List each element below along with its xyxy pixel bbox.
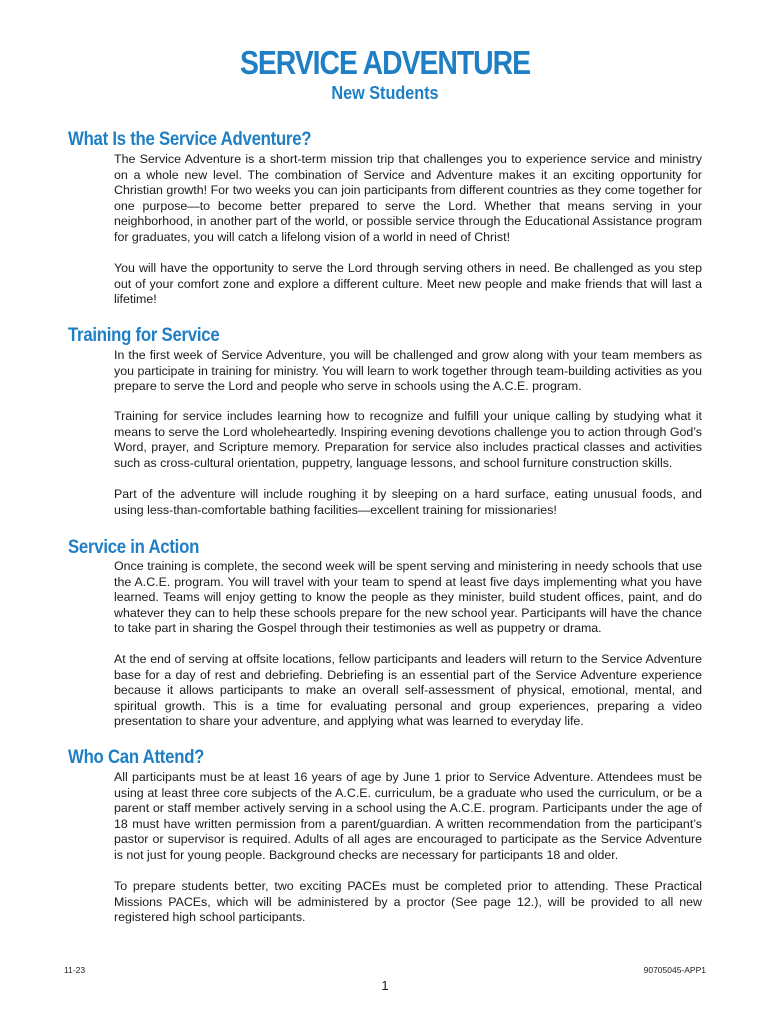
section-heading-who-can-attend: Who Can Attend? [68, 746, 205, 768]
section-heading-service-in-action: Service in Action [68, 536, 200, 558]
paragraph: In the first week of Service Adventure, you will be challenged and grow along with your team members as you participate in training for ministry. You will learn to work together through team-building activities as you prepare to serve the Lord and people who serve in schools using the A.C.E. program. [114, 348, 702, 393]
footer-doc-code: 90705045-APP1 [643, 965, 706, 975]
paragraph: All participants must be at least 16 years of age by June 1 prior to Service Adventure. Attendees must be using at least three core subjects of the A.C.E. curriculum, be a graduate who used the curriculum, or be a parent or staff member actively serving in a school using the A.C.E. program. Participants under the age of 18 must have written permission from a parent/guardian. A written recommendation from the participant’s pastor or supervisor is required. Adults of all ages are encouraged to participate as the Service Adventure is not just for young people. Background checks are necessary for participants 18 and older. [114, 770, 702, 862]
paragraph: You will have the opportunity to serve the Lord through serving others in need. Be challenged as you step out of your comfort zone and explore a different culture. Meet new people and make friends that will last a lifetime! [114, 261, 702, 306]
page-title: SERVICE ADVENTURE [240, 44, 530, 81]
section-heading-training: Training for Service [68, 324, 220, 346]
paragraph: Once training is complete, the second week will be spent serving and ministering in needy schools that use the A.C.E. program. You will travel with your team to spend at least five days implementing what you have learned. Teams will enjoy getting to know the people as they minister, build student offices, paint, and do whatever they can to help these schools prepare for the new school year. Participants will have the chance to take part in sharing the Gospel through their testimonies as well as puppetry or drama. [114, 559, 702, 635]
paragraph: The Service Adventure is a short-term mission trip that challenges you to experience service and ministry on a whole new level. The combination of Service and Adventure makes it an exciting opportunity for Christian growth! For two weeks you can join participants from different countries as they come together for one purpose—to become better prepared to serve the Lord. Whether that means serving in your neighborhood, in another part of the world, or possible service through the Educational Assistance program for graduates, you will catch a lifelong vision of a world in need of Christ! [114, 152, 702, 244]
page-number: 1 [381, 978, 389, 993]
paragraph: Part of the adventure will include roughing it by sleeping on a hard surface, eating unusual foods, and using less-than-comfortable bathing facilities—excellent training for missionaries! [114, 487, 702, 517]
footer-date-code: 11-23 [64, 965, 86, 975]
paragraph: To prepare students better, two exciting PACEs must be completed prior to attending. These Practical Missions PACEs, which will be administered by a proctor (See page 12.), will be provided to all new registered high school participants. [114, 879, 702, 924]
section-heading-what-is: What Is the Service Adventure? [68, 128, 312, 150]
paragraph: At the end of serving at offsite locations, fellow participants and leaders will return to the Service Adventure base for a day of rest and debriefing. Debriefing is an essential part of the Service Adventure experience because it allows participants to make an overall self-assessment of physical, emotional, mental, and spiritual growth. This is a time for evaluating personal and group experiences, preparing a video presentation to share your adventure, and applying what was learned to everyday life. [114, 652, 702, 728]
page-subtitle: New Students [331, 83, 439, 103]
paragraph: Training for service includes learning how to recognize and fulfill your unique calling by studying what it means to serve the Lord wholeheartedly. Inspiring evening devotions challenge you to action through God’s Word, prayer, and Scripture memory. Preparation for service also includes practical classes and activities such as cross-cultural orientation, puppetry, language lessons, and school furniture construction skills. [114, 409, 702, 470]
